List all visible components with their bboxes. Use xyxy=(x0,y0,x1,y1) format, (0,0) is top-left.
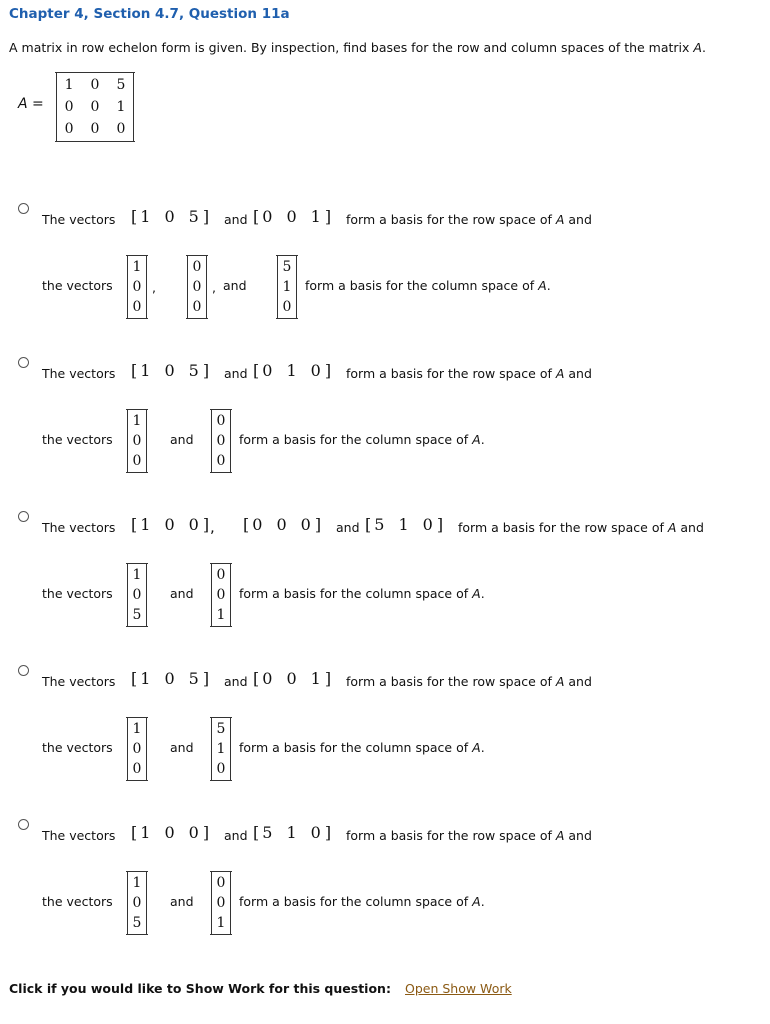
row-vector-bracket-right: ] xyxy=(324,669,332,688)
row-vector-bracket-right: ] xyxy=(324,361,332,380)
row-vector-entry: 0 xyxy=(164,361,175,380)
row-suffix-var: A xyxy=(667,520,677,535)
prompt-end: . xyxy=(701,40,706,55)
row-vector-bracket-left: [ xyxy=(253,669,260,688)
col-and: and xyxy=(170,586,194,601)
column-vector-entry: 0 xyxy=(132,761,142,777)
row-vector-entry: 0 xyxy=(164,823,175,842)
row-vector-entry: 1 xyxy=(310,669,321,688)
answer-radio[interactable] xyxy=(18,203,29,214)
row-and: and xyxy=(224,674,248,689)
question-title: Chapter 4, Section 4.7, Question 11a xyxy=(9,6,290,22)
col-suffix-end: . xyxy=(480,432,485,447)
row-space-text xyxy=(346,212,592,227)
row-vector-entry: 5 xyxy=(262,823,273,842)
row-vector xyxy=(253,669,331,688)
row-vector-entry: 0 xyxy=(286,207,297,226)
answer-radio[interactable] xyxy=(18,357,29,368)
col-line-label: the vectors xyxy=(42,740,113,755)
row-vector-entry: 1 xyxy=(310,207,321,226)
column-vector-entry: 0 xyxy=(216,453,226,469)
column-vector-entry: 0 xyxy=(192,299,202,315)
column-vector xyxy=(127,255,147,319)
row-space-text xyxy=(346,674,592,689)
row-vector-bracket-right: ] xyxy=(202,515,210,534)
show-work-prompt: Click if you would like to Show Work for this question: xyxy=(9,981,391,996)
column-vector-entry: 0 xyxy=(216,761,226,777)
row-suffix-end: and xyxy=(564,828,592,843)
column-vector-entry: 1 xyxy=(132,413,142,429)
matrix-cell: 1 xyxy=(64,77,74,93)
col-line-label: the vectors xyxy=(42,278,113,293)
column-vector xyxy=(187,255,207,319)
column-vector-entry: 0 xyxy=(216,433,226,449)
row-and: and xyxy=(224,212,248,227)
row-vector xyxy=(131,207,209,226)
col-suffix: form a basis for the column space of xyxy=(239,586,473,601)
answer-radio[interactable] xyxy=(18,819,29,830)
column-vector xyxy=(127,409,147,473)
column-vector-entry: 5 xyxy=(132,607,142,623)
column-vector-entry: 5 xyxy=(132,915,142,931)
row-vector-bracket-left: [ xyxy=(131,207,138,226)
row-vector-entry: 1 xyxy=(140,823,151,842)
row-vector-entry: 0 xyxy=(262,207,273,226)
column-vector-entry: 0 xyxy=(132,433,142,449)
column-vector xyxy=(127,717,147,781)
matrix-cell: 0 xyxy=(90,77,100,93)
row-line-label: The vectors xyxy=(42,212,116,227)
row-suffix-var: A xyxy=(555,366,565,381)
row-suffix: form a basis for the row space of xyxy=(346,674,556,689)
column-vector xyxy=(127,871,147,935)
column-vector-entry: 0 xyxy=(192,279,202,295)
row-vector-entry: 5 xyxy=(188,361,199,380)
column-vector-entry: 1 xyxy=(216,607,226,623)
col-line-label: the vectors xyxy=(42,432,113,447)
row-vector-bracket-left: [ xyxy=(253,823,260,842)
row-vector-bracket-right: ] xyxy=(202,207,210,226)
row-vector-entry: 0 xyxy=(164,207,175,226)
row-vector-entry: 5 xyxy=(188,207,199,226)
column-vector-entry: 1 xyxy=(132,567,142,583)
row-line-label: The vectors xyxy=(42,828,116,843)
row-vector-bracket-left: [ xyxy=(131,823,138,842)
row-vector-entry: 0 xyxy=(262,669,273,688)
row-vector-entry: 0 xyxy=(188,515,199,534)
row-vector-entry: 5 xyxy=(188,669,199,688)
col-suffix: form a basis for the column space of xyxy=(239,740,473,755)
row-vector-entry: 1 xyxy=(140,515,151,534)
column-vector-entry: 1 xyxy=(216,915,226,931)
row-vector-bracket-right: ] xyxy=(314,515,322,534)
row-vector xyxy=(253,207,331,226)
col-and: and xyxy=(170,740,194,755)
col-suffix-end: . xyxy=(546,278,551,293)
column-vector-entry: 0 xyxy=(132,279,142,295)
col-and: and xyxy=(170,894,194,909)
row-and: and xyxy=(336,520,360,535)
row-vector-bracket-left: [ xyxy=(253,207,260,226)
row-and: and xyxy=(224,366,248,381)
col-suffix: form a basis for the column space of xyxy=(239,432,473,447)
row-vector xyxy=(131,361,209,380)
matrix-row xyxy=(56,78,134,92)
row-line-label: The vectors xyxy=(42,520,116,535)
row-vector-bracket-right: ] xyxy=(202,361,210,380)
col-space-text xyxy=(239,740,485,755)
row-suffix-var: A xyxy=(555,828,565,843)
column-vector xyxy=(277,255,297,319)
row-vector-entry: 1 xyxy=(140,207,151,226)
column-vector-entry: 0 xyxy=(216,587,226,603)
col-space-text xyxy=(239,586,485,601)
col-suffix-end: . xyxy=(480,586,485,601)
column-vector-entry: 5 xyxy=(216,721,226,737)
row-vector-bracket-right: ] xyxy=(436,515,444,534)
row-vector-bracket-right: ] xyxy=(202,823,210,842)
row-vector xyxy=(365,515,443,534)
row-line-label: The vectors xyxy=(42,366,116,381)
row-vector xyxy=(131,515,209,534)
column-vector-entry: 0 xyxy=(216,567,226,583)
col-suffix-var: A xyxy=(472,740,481,755)
row-vector-bracket-left: [ xyxy=(243,515,250,534)
row-vector-bracket-left: [ xyxy=(131,515,138,534)
column-vector-entry: 1 xyxy=(132,259,142,275)
row-vector xyxy=(253,361,331,380)
column-vector-entry: 0 xyxy=(216,413,226,429)
col-suffix: form a basis for the column space of xyxy=(305,278,539,293)
matrix-cell: 0 xyxy=(90,121,100,137)
matrix-label: A = xyxy=(18,96,44,112)
col-line-label: the vectors xyxy=(42,586,113,601)
answer-radio[interactable] xyxy=(18,665,29,676)
row-suffix-var: A xyxy=(555,212,565,227)
matrix-cell: 0 xyxy=(116,121,126,137)
column-vector-entry: 0 xyxy=(132,741,142,757)
column-vector-entry: 0 xyxy=(132,299,142,315)
row-vector-entry: 1 xyxy=(286,823,297,842)
row-vector xyxy=(253,823,331,842)
col-suffix-var: A xyxy=(472,894,481,909)
column-vector-entry: 1 xyxy=(216,741,226,757)
row-vector-bracket-right: ] xyxy=(324,823,332,842)
row-suffix-var: A xyxy=(555,674,565,689)
row-vector-bracket-left: [ xyxy=(365,515,372,534)
column-vector xyxy=(127,563,147,627)
column-vector-entry: 0 xyxy=(282,299,292,315)
column-vector-entry: 0 xyxy=(132,587,142,603)
column-vector-entry: 0 xyxy=(132,453,142,469)
row-suffix-end: and xyxy=(676,520,704,535)
row-vector-bracket-left: [ xyxy=(131,361,138,380)
row-vector-entry: 1 xyxy=(286,361,297,380)
open-show-work-link[interactable]: Open Show Work xyxy=(405,981,512,996)
row-vector-bracket-right: ] xyxy=(202,669,210,688)
column-vector-entry: 1 xyxy=(132,721,142,737)
prompt-var: A xyxy=(693,40,702,55)
row-suffix-end: and xyxy=(564,366,592,381)
col-space-text xyxy=(239,432,485,447)
matrix-cell: 0 xyxy=(64,99,74,115)
row-vector-bracket-left: [ xyxy=(131,669,138,688)
row-suffix: form a basis for the row space of xyxy=(458,520,668,535)
row-vector-entry: 1 xyxy=(140,669,151,688)
column-vector-entry: 0 xyxy=(192,259,202,275)
row-vector-entry: 0 xyxy=(300,515,311,534)
column-vector-entry: 0 xyxy=(216,875,226,891)
col-suffix-end: . xyxy=(480,740,485,755)
row-vector xyxy=(243,515,321,534)
column-vector xyxy=(211,871,231,935)
column-vector xyxy=(211,563,231,627)
row-vector-entry: 0 xyxy=(164,669,175,688)
row-vector-entry: 0 xyxy=(310,361,321,380)
answer-radio[interactable] xyxy=(18,511,29,522)
prompt-text: A matrix in row echelon form is given. By inspection, find bases for the row and column spaces of the matrix xyxy=(9,40,694,55)
col-comma: , xyxy=(212,280,216,295)
matrix-cell: 1 xyxy=(116,99,126,115)
row-vector-entry: 0 xyxy=(310,823,321,842)
row-vector-entry: 0 xyxy=(422,515,433,534)
row-vector-entry: 0 xyxy=(286,669,297,688)
column-vector-entry: 0 xyxy=(132,895,142,911)
row-vector-entry: 0 xyxy=(164,515,175,534)
row-vector-entry: 0 xyxy=(276,515,287,534)
col-and: and xyxy=(223,278,247,293)
matrix-cell: 5 xyxy=(116,77,126,93)
column-vector-entry: 1 xyxy=(132,875,142,891)
matrix-cell: 0 xyxy=(90,99,100,115)
row-vector-entry: 0 xyxy=(188,823,199,842)
row-suffix-end: and xyxy=(564,674,592,689)
row-line-label: The vectors xyxy=(42,674,116,689)
question-prompt xyxy=(9,40,706,55)
row-vector xyxy=(131,669,209,688)
row-vector-entry: 1 xyxy=(140,361,151,380)
row-vector-entry: 1 xyxy=(398,515,409,534)
col-suffix-end: . xyxy=(480,894,485,909)
row-space-text xyxy=(346,366,592,381)
row-vector xyxy=(131,823,209,842)
matrix-row xyxy=(56,122,134,136)
row-vector-entry: 0 xyxy=(262,361,273,380)
col-comma: , xyxy=(152,280,156,295)
matrix-row xyxy=(56,100,134,114)
col-space-text xyxy=(239,894,485,909)
matrix-a-bracket xyxy=(56,72,134,142)
row-suffix: form a basis for the row space of xyxy=(346,366,556,381)
row-vector-entry: 5 xyxy=(374,515,385,534)
column-vector xyxy=(211,409,231,473)
row-and: and xyxy=(224,828,248,843)
row-suffix: form a basis for the row space of xyxy=(346,212,556,227)
col-and: and xyxy=(170,432,194,447)
col-suffix: form a basis for the column space of xyxy=(239,894,473,909)
row-vector-entry: 0 xyxy=(252,515,263,534)
row-comma: , xyxy=(210,518,215,536)
matrix-cell: 0 xyxy=(64,121,74,137)
row-space-text xyxy=(458,520,704,535)
col-space-text xyxy=(305,278,551,293)
column-vector-entry: 1 xyxy=(282,279,292,295)
col-suffix-var: A xyxy=(472,586,481,601)
row-suffix: form a basis for the row space of xyxy=(346,828,556,843)
col-line-label: the vectors xyxy=(42,894,113,909)
column-vector xyxy=(211,717,231,781)
col-suffix-var: A xyxy=(538,278,547,293)
row-space-text xyxy=(346,828,592,843)
row-vector-bracket-right: ] xyxy=(324,207,332,226)
column-vector-entry: 0 xyxy=(216,895,226,911)
column-vector-entry: 5 xyxy=(282,259,292,275)
row-suffix-end: and xyxy=(564,212,592,227)
col-suffix-var: A xyxy=(472,432,481,447)
row-vector-bracket-left: [ xyxy=(253,361,260,380)
